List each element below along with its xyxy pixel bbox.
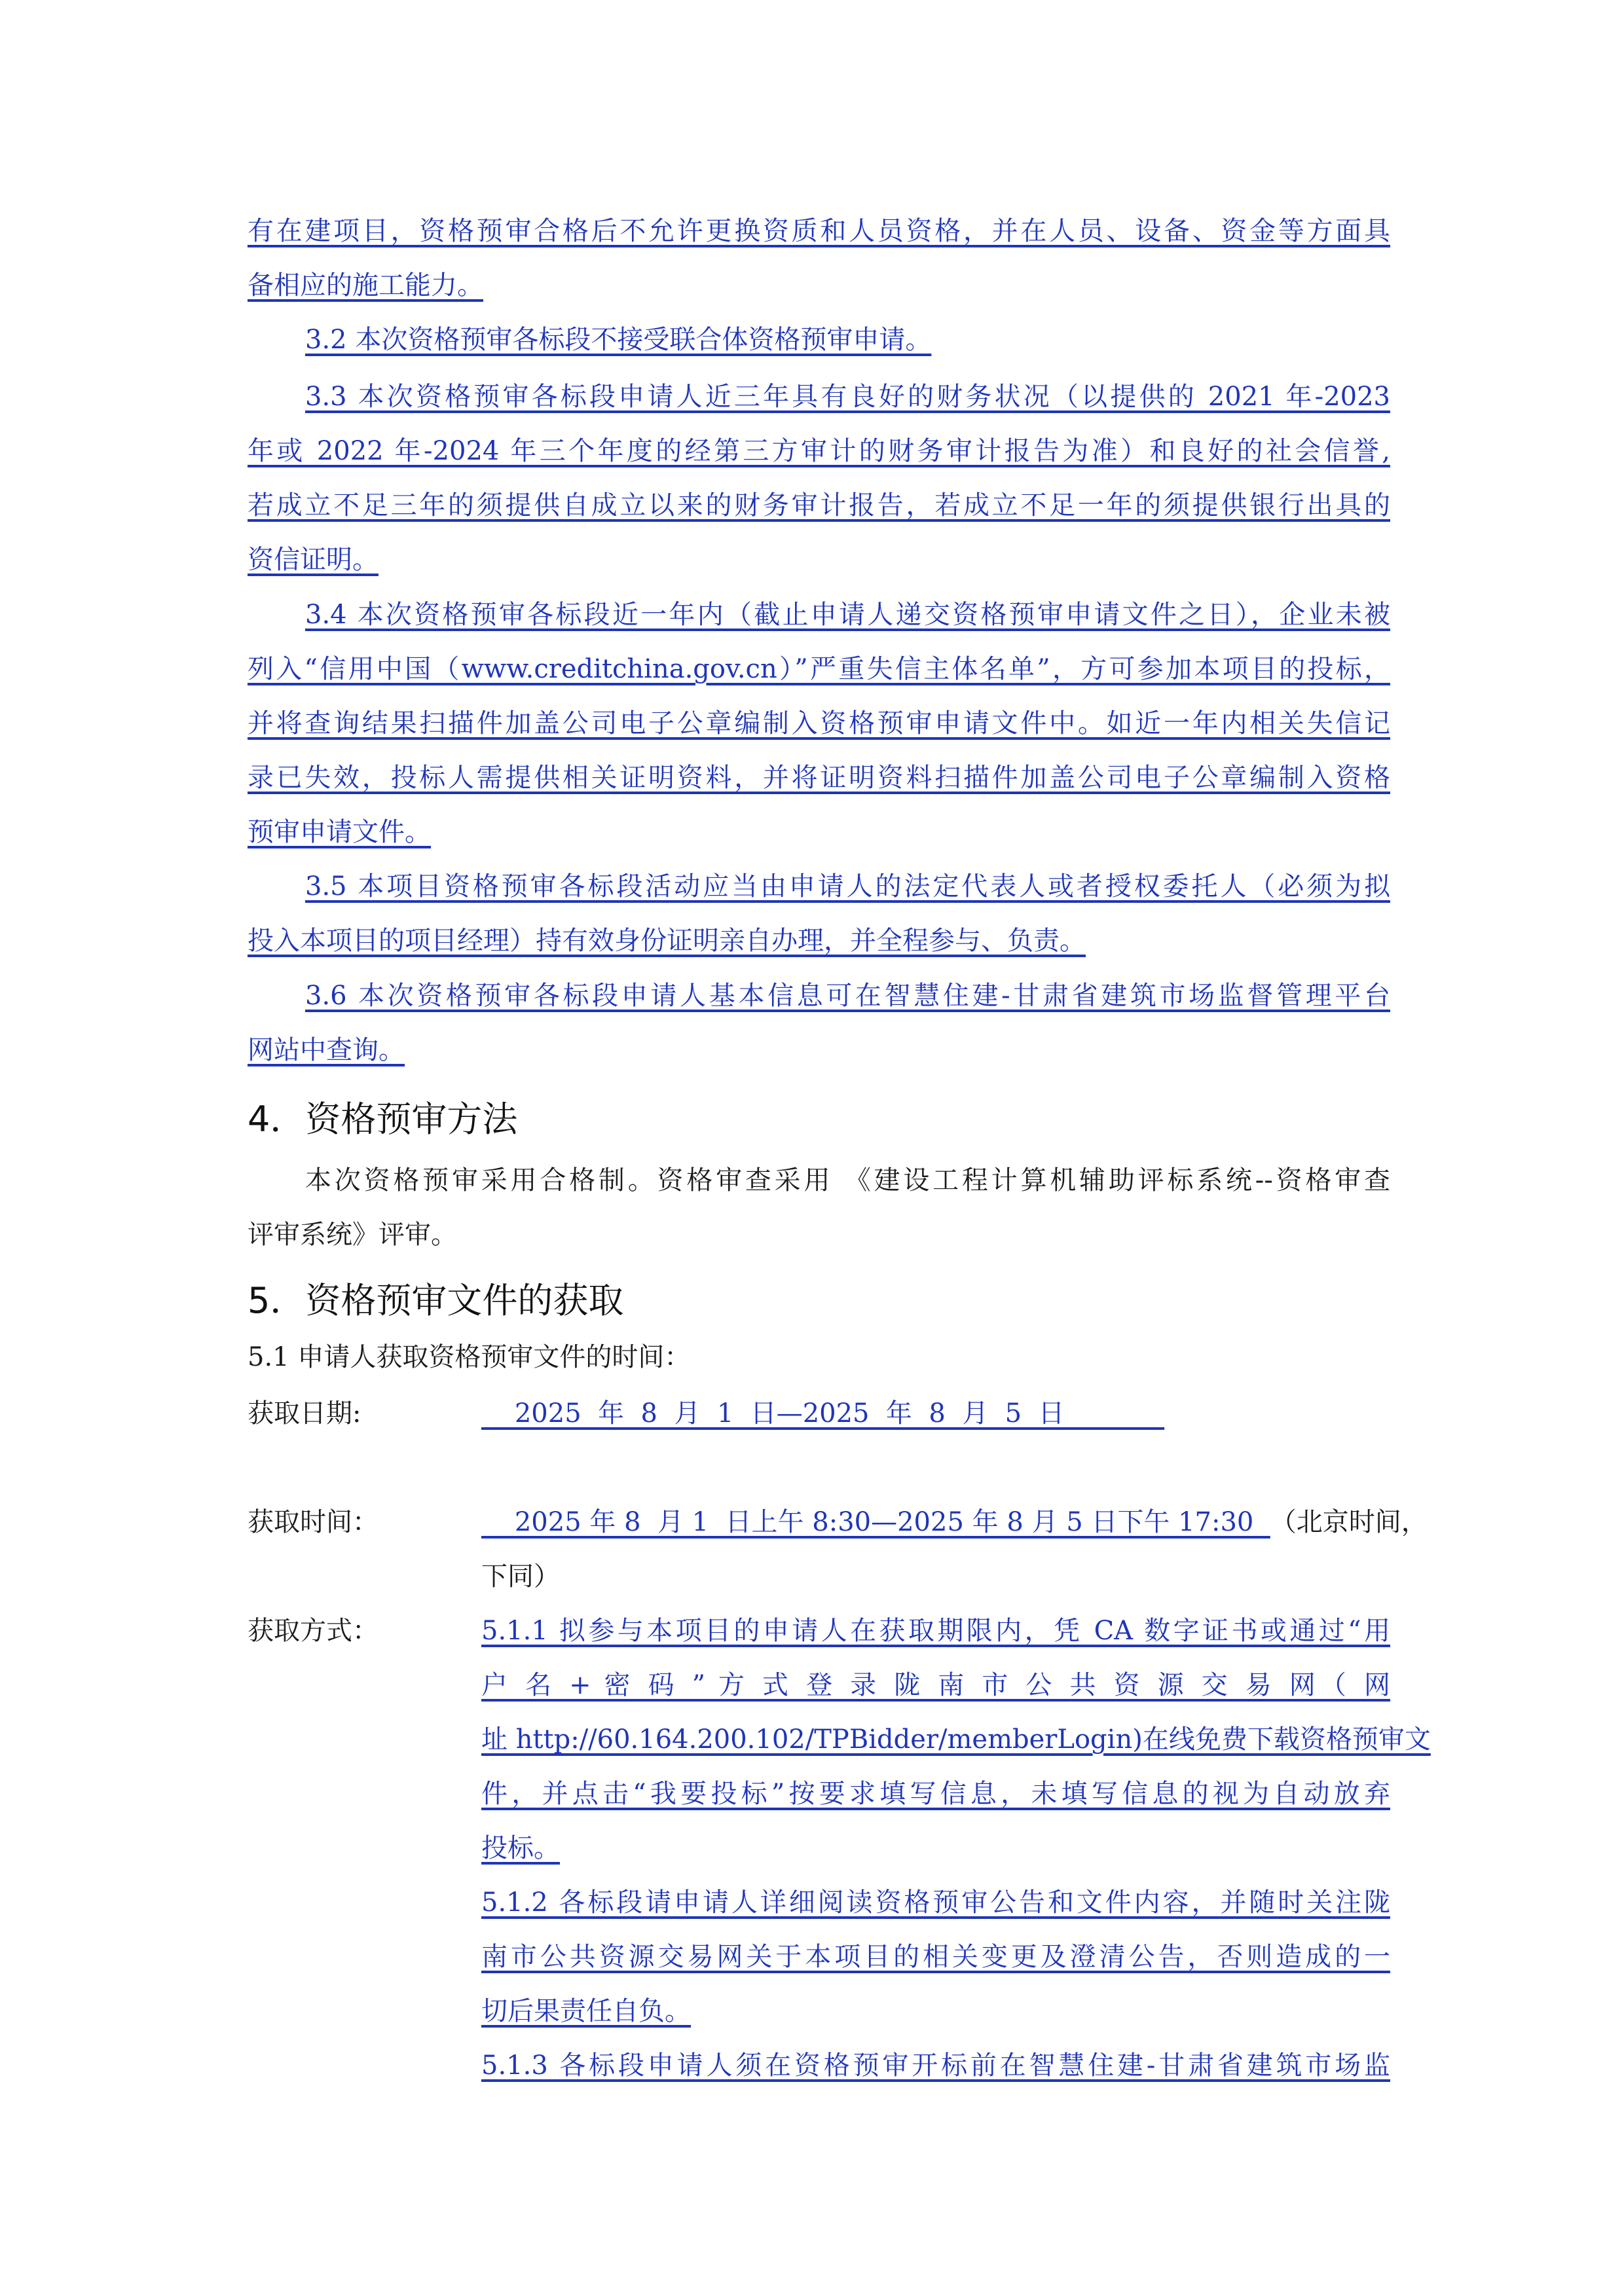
text-line: 并将查询结果扫描件加盖公司电子公章编制入资格预审申请文件中。如近一年内相关失信记 bbox=[248, 708, 1390, 738]
paragraph-3-5 bbox=[248, 860, 1390, 968]
time-value: 2025 年 8 月 1 日上午 8:30—2025 年 8 月 5 日下午 17:30 bbox=[481, 1507, 1270, 1537]
text-line: 5.1.2 各标段请申请人详细阅读资格预审公告和文件内容，并随时关注陇 bbox=[481, 1887, 1390, 1918]
text-line: 件，并点击“我要投标”按要求填写信息，未填写信息的视为自动放弃 bbox=[481, 1779, 1390, 1809]
time-suffix-continued: 下同） bbox=[481, 1561, 560, 1592]
text-line: 评审系统》评审。 bbox=[248, 1220, 457, 1250]
text-line: 3.3 本次资格预审各标段申请人近三年具有良好的财务状况（以提供的 2021 年-2023 bbox=[305, 382, 1390, 412]
method-label: 获取方式： bbox=[248, 1616, 378, 1646]
text-line: 户 名 + 密 码 ” 方 式 登 录 陇 南 市 公 共 资 源 交 易 网（ 网 bbox=[481, 1670, 1390, 1700]
time-label: 获取时间： bbox=[248, 1507, 378, 1537]
text-line: 若成立不足三年的须提供自成立以来的财务审计报告，若成立不足一年的须提供银行出具的 bbox=[248, 490, 1390, 520]
section-4-body bbox=[248, 1154, 1390, 1262]
text-line: 列入“信用中国（www.creditchina.gov.cn）”严重失信主体名单”，方可参加本项目的投标， bbox=[248, 654, 1390, 684]
paragraph-3-2 bbox=[248, 313, 1390, 367]
text-line: 5.1.3 各标段申请人须在资格预审开标前在智慧住建-甘肃省建筑市场监 bbox=[481, 2050, 1390, 2081]
text-line: 5.1.1 拟参与本项目的申请人在获取期限内，凭 CA 数字证书或通过“用 bbox=[481, 1616, 1390, 1646]
section-5-heading: 5．资格预审文件的获取 bbox=[248, 1280, 624, 1321]
section-4-heading: 4．资格预审方法 bbox=[248, 1099, 518, 1140]
text-line: 年或 2022 年-2024 年三个年度的经第三方审计的财务审计报告为准）和良好的社会信誉, bbox=[248, 436, 1390, 466]
text-line: 网站中查询。 bbox=[248, 1035, 405, 1065]
time-field bbox=[481, 1495, 1428, 1604]
paragraph-3-1 bbox=[248, 204, 1390, 313]
date-field bbox=[481, 1387, 1390, 1441]
text-line: 资信证明。 bbox=[248, 545, 378, 575]
paragraph-3-3 bbox=[248, 370, 1390, 587]
download-link-text[interactable]: 址 http://60.164.200.102/TPBidder/memberLogin)在线免费下载资格预审文 bbox=[481, 1724, 1431, 1755]
text-line: 备相应的施工能力。 bbox=[248, 270, 483, 301]
date-value: 2025 年 8 月 1 日—2025 年 8 月 5 日 bbox=[481, 1398, 1165, 1429]
section-5-intro bbox=[248, 1330, 1390, 1385]
text-line: 3.6 本次资格预审各标段申请人基本信息可在智慧住建-甘肃省建筑市场监督管理平台 bbox=[305, 981, 1390, 1011]
paragraph-3-4 bbox=[248, 588, 1390, 860]
text-line: 预审申请文件。 bbox=[248, 817, 431, 847]
time-suffix: （北京时间， bbox=[1270, 1507, 1428, 1537]
text-line: 投标。 bbox=[481, 1833, 560, 1863]
text-line: 3.4 本次资格预审各标段近一年内（截止申请人递交资格预审申请文件之日），企业未被 bbox=[305, 600, 1390, 630]
text-line: 有在建项目，资格预审合格后不允许更换资质和人员资格，并在人员、设备、资金等方面具 bbox=[248, 216, 1390, 246]
text-line: 切后果责任自负。 bbox=[481, 1996, 691, 2026]
text-line: 本次资格预审采用合格制。资格审查采用 《建设工程计算机辅助评标系统--资格审查 bbox=[305, 1165, 1390, 1195]
date-label: 获取日期: bbox=[248, 1398, 361, 1429]
text-line: 5.1 申请人获取资格预审文件的时间： bbox=[248, 1342, 691, 1372]
text-line: 投入本项目的项目经理）持有效身份证明亲自办理，并全程参与、负责。 bbox=[248, 926, 1086, 956]
text-line: 南市公共资源交易网关于本项目的相关变更及澄清公告，否则造成的一 bbox=[481, 1942, 1390, 1972]
text-line: 录已失效，投标人需提供相关证明资料，并将证明资料扫描件加盖公司电子公章编制入资格 bbox=[248, 763, 1390, 793]
paragraph-3-6 bbox=[248, 969, 1390, 1078]
text-line: 3.5 本项目资格预审各标段活动应当由申请人的法定代表人或者授权委托人（必须为拟 bbox=[305, 871, 1390, 902]
method-field bbox=[481, 1604, 1431, 2093]
text-line: 3.2 本次资格预审各标段不接受联合体资格预审申请。 bbox=[305, 325, 932, 355]
